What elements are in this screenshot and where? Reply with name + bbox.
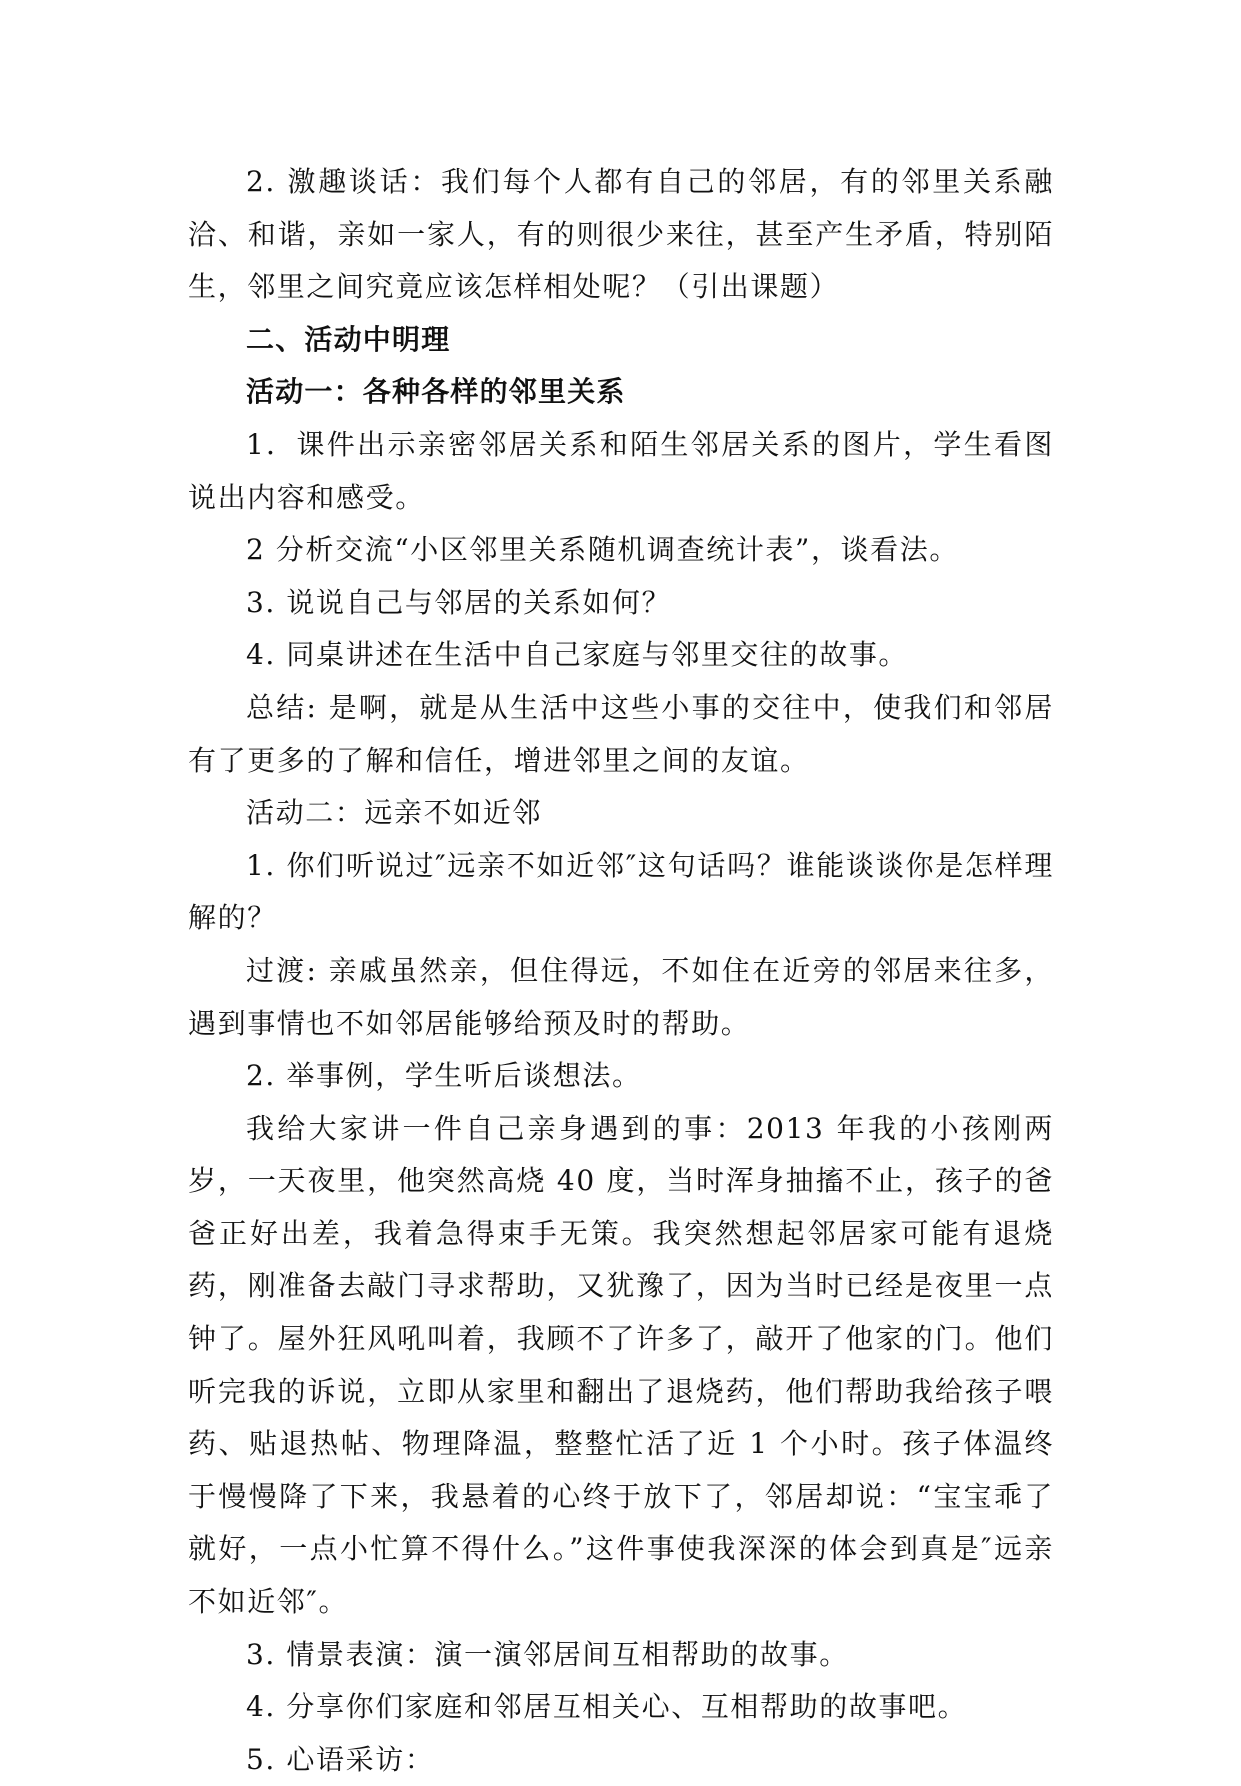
activity-two-heading: 活动二：远亲不如近邻 bbox=[246, 796, 543, 830]
paragraph-activity-two-step-3: 3. 情景表演：演一演邻居间互相帮助的故事。 bbox=[246, 1637, 849, 1671]
paragraph-activity-one-step-4: 4. 同桌讲述在生活中自己家庭与邻里交往的故事。 bbox=[246, 638, 909, 672]
paragraph-activity-one-step-3: 3. 说说自己与邻居的关系如何？ bbox=[246, 585, 672, 619]
section-heading: 二、活动中明理 bbox=[246, 322, 451, 356]
paragraph-activity-two-step-2: 2. 举事例，学生听后谈想法。 bbox=[246, 1059, 642, 1093]
document-body bbox=[188, 156, 1054, 1786]
paragraph-transition: 过渡: 亲戚虽然亲，但住得远，不如住在近旁的邻居来往多，遇到事情也不如邻居能够给预及时的帮助。 bbox=[188, 953, 1054, 1040]
paragraph-activity-two-step-1: 1. 你们听说过″远亲不如近邻″这句话吗？谁能谈谈你是怎样理解的？ bbox=[188, 848, 1054, 935]
paragraph-activity-two-step-5: 5. 心语采访： bbox=[246, 1742, 435, 1776]
paragraph-story: 我给大家讲一件自己亲身遇到的事：2013 年我的小孩刚两岁，一天夜里，他突然高烧 40 度，当时浑身抽搐不止，孩子的爸爸正好出差，我着急得束手无策。我突然想起邻居家可能有退烧药，刚准备去敲门寻求帮助，又犹豫了，因为当时已经是夜里一点钟了。屋外狂风吼叫着，我顾不了许多了，敲开了他家的门。他们听完我的诉说，立即从家里和翻出了退烧药，他们帮助我给孩子喂药、贴退热帖、物理降温，整整忙活了近 1 个小时。孩子体温终于慢慢降了下来，我悬着的心终于放下了，邻居却说：“宝宝乖了就好，一点小忙算不得什么。”这件事使我深深的体会到真是″远亲不如近邻″。 bbox=[188, 1111, 1054, 1619]
paragraph-intro-talk: 2. 激趣谈话：我们每个人都有自己的邻居，有的邻里关系融洽、和谐，亲如一家人，有的则很少来往，甚至产生矛盾，特别陌生，邻里之间究竟应该怎样相处呢？（引出课题） bbox=[188, 165, 1054, 304]
paragraph-summary: 总结: 是啊，就是从生活中这些小事的交往中，使我们和邻居有了更多的了解和信任，增进邻里之间的友谊。 bbox=[188, 690, 1054, 777]
paragraph-activity-one-step-2: 2 分析交流“小区邻里关系随机调查统计表”，谈看法。 bbox=[246, 533, 959, 567]
paragraph-activity-two-step-4: 4. 分享你们家庭和邻居互相关心、互相帮助的故事吧。 bbox=[246, 1690, 968, 1724]
paragraph-activity-one-step-1: 1．课件出示亲密邻居关系和陌生邻居关系的图片，学生看图说出内容和感受。 bbox=[188, 427, 1054, 514]
activity-one-heading: 活动一：各种各样的邻里关系 bbox=[246, 375, 626, 409]
